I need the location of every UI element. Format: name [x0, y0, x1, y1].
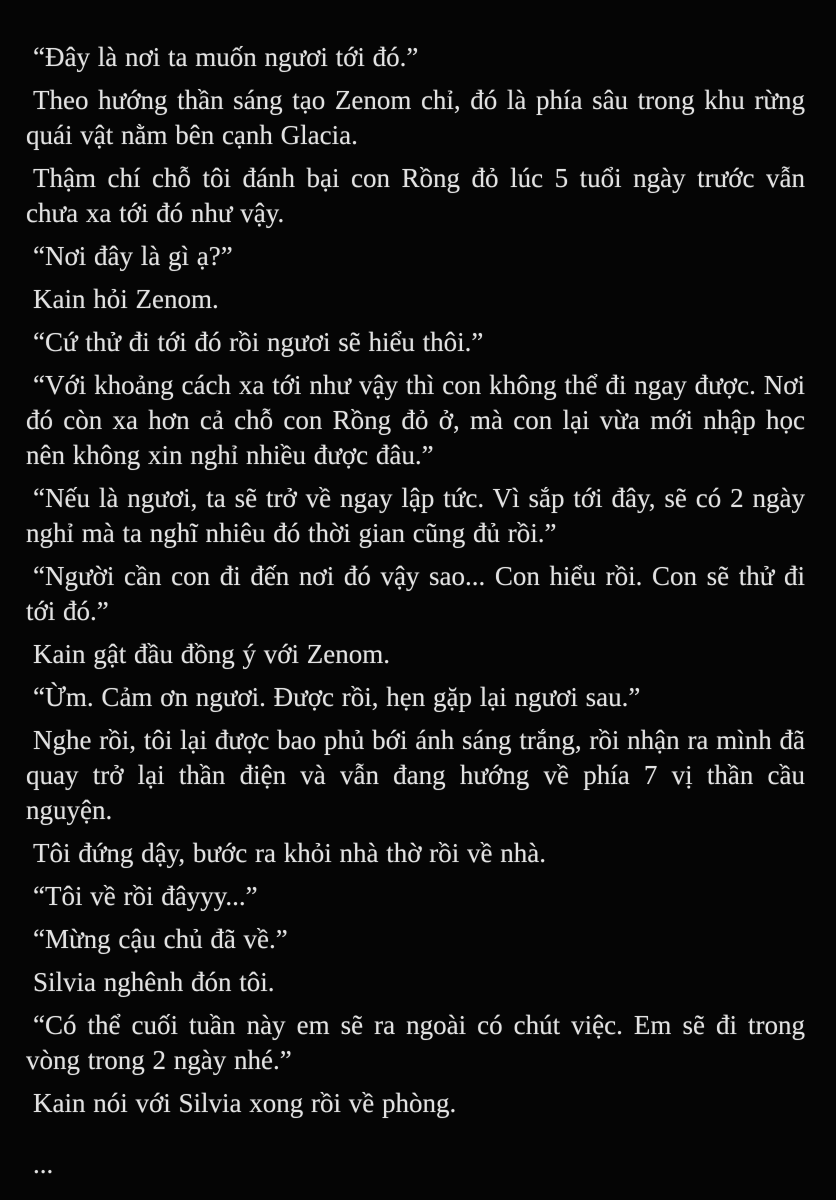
paragraph: “Tôi về rồi đâyyy...” [33, 881, 258, 911]
paragraph: “Có thể cuối tuần này em sẽ ra ngoài có chút việc. Em sẽ đi trong vòng trong 2 ngày nhé.” [26, 1010, 805, 1075]
paragraph: Theo hướng thần sáng tạo Zenom chỉ, đó là phía sâu trong khu rừng quái vật nằm bên cạnh Glacia. [26, 85, 805, 150]
paragraph: “Nếu là ngươi, ta sẽ trở về ngay lập tức. Vì sắp tới đây, sẽ có 2 ngày nghỉ mà ta nghĩ nhiêu đó thời gian cũng đủ rồi.” [26, 483, 805, 548]
paragraph: “Với khoảng cách xa tới như vậy thì con không thể đi ngay được. Nơi đó còn xa hơn cả chỗ con Rồng đỏ ở, mà con lại vừa mới nhập học nên không xin nghỉ nhiều được đâu.” [26, 370, 805, 470]
paragraph: “Cứ thử đi tới đó rồi ngươi sẽ hiểu thôi.” [33, 327, 484, 357]
paragraph: Kain gật đầu đồng ý với Zenom. [33, 639, 390, 669]
paragraph: Nghe rồi, tôi lại được bao phủ bới ánh sáng trắng, rồi nhận ra mình đã quay trở lại thần điện và vẫn đang hướng về phía 7 vị thần cầu nguyện. [26, 725, 805, 825]
paragraph: “Ừm. Cảm ơn ngươi. Được rồi, hẹn gặp lại ngươi sau.” [33, 682, 641, 712]
paragraph-ellipsis: ... [33, 1149, 54, 1179]
paragraph: Tôi đứng dậy, bước ra khỏi nhà thờ rồi về nhà. [33, 838, 546, 868]
paragraph: “Nơi đây là gì ạ?” [33, 241, 233, 271]
paragraph: “Người cần con đi đến nơi đó vậy sao... Con hiểu rồi. Con sẽ thử đi tới đó.” [26, 561, 805, 626]
paragraph: “Đây là nơi ta muốn ngươi tới đó.” [33, 42, 419, 72]
paragraph: Kain nói với Silvia xong rồi về phòng. [33, 1088, 457, 1118]
paragraph: Silvia nghênh đón tôi. [33, 967, 275, 997]
paragraph: “Mừng cậu chủ đã về.” [33, 924, 288, 954]
paragraph: Kain hỏi Zenom. [33, 284, 219, 314]
paragraph: Thậm chí chỗ tôi đánh bại con Rồng đỏ lúc 5 tuổi ngày trước vẫn chưa xa tới đó như vậy. [26, 163, 805, 228]
